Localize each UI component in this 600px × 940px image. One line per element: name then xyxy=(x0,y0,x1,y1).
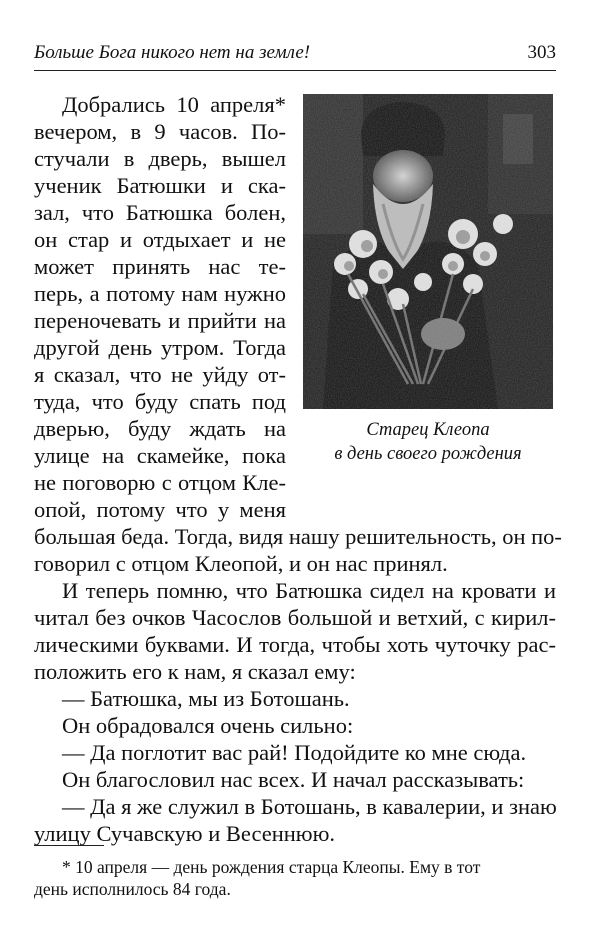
body-line: он стар и отдыхает и не xyxy=(34,227,286,252)
photo-caption-line: Старец Клеопа xyxy=(366,420,490,440)
body-line: Он благословил нас всех. И начал рассказывать: xyxy=(62,767,525,792)
elder-photo xyxy=(303,94,553,409)
body-line: улице на скамейке, пока xyxy=(34,443,286,468)
body-line: положить его к нам, я сказал ему: xyxy=(34,659,356,684)
body-line: — Да я же служил в Ботошань, в кавалерии, и знаю xyxy=(62,794,557,819)
body-line: ученик Батюшки и ска- xyxy=(34,173,286,198)
running-title: Больше Бога никого нет на земле! xyxy=(34,42,311,63)
running-header xyxy=(34,40,556,71)
body-line: дверью, буду ждать на xyxy=(34,416,286,441)
footnote-line: * 10 апреля — день рождения старца Клеопы. Ему в тот xyxy=(62,857,481,877)
body-line: — Батюшка, мы из Ботошань. xyxy=(62,686,350,711)
footnote-divider xyxy=(34,845,104,846)
body-line: опой, потому что у меня xyxy=(34,497,286,522)
body-line: говорил с отцом Клеопой, и он нас принял. xyxy=(34,551,448,576)
body-line: я сказал, что не уйду от- xyxy=(34,362,286,387)
footnote-line: день исполнилось 84 года. xyxy=(34,879,231,899)
body-line: Он обрадовался очень сильно: xyxy=(62,713,354,738)
body-line: стучали в дверь, вышел xyxy=(34,146,286,171)
photo-caption-line: в день своего рождения xyxy=(334,444,522,464)
body-line: — Да поглотит вас рай! Подойдите ко мне сюда. xyxy=(62,740,527,765)
body-line: туда, что буду спать под xyxy=(34,389,286,414)
body-line: не поговорю с отцом Кле- xyxy=(34,470,286,495)
body-line: читал без очков Часослов большой и ветхий, с кирил- xyxy=(34,605,556,630)
body-line: вечером, в 9 часов. По- xyxy=(34,119,286,144)
body-line: лическими буквами. И тогда, чтобы хоть чуточку рас- xyxy=(34,632,556,657)
body-line: И теперь помню, что Батюшка сидел на кровати и xyxy=(62,578,556,603)
body-line: большая беда. Тогда, видя нашу решительность, он по- xyxy=(34,524,562,549)
body-line: зал, что Батюшка болен, xyxy=(34,200,286,225)
body-line: улицу Сучавскую и Весеннюю. xyxy=(34,821,336,846)
body-line: другой день утром. Тогда xyxy=(34,335,286,360)
body-line: перь, а потому нам нужно xyxy=(34,281,286,306)
page-number: 303 xyxy=(527,42,556,63)
body-line: может принять нас те- xyxy=(34,254,286,279)
body-line: Добрались 10 апреля* xyxy=(62,92,286,117)
body-line: переночевать и прийти на xyxy=(34,308,286,333)
